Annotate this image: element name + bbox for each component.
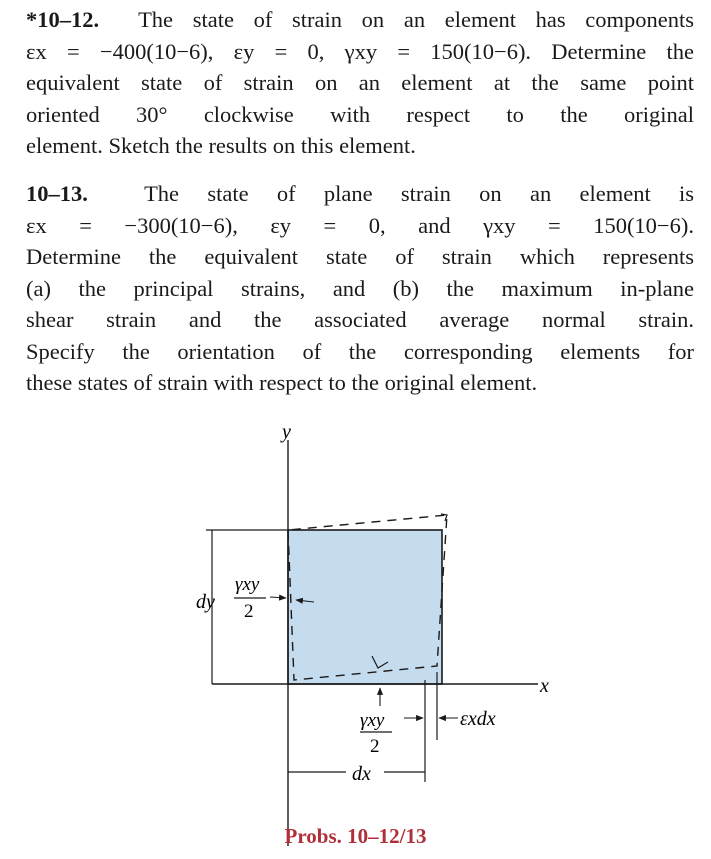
problem-10-13-number: 10–13.	[26, 181, 88, 206]
strain-element-diagram	[0, 410, 711, 854]
ex-dx-label: εxdx	[460, 708, 496, 730]
gamma-left-denominator: 2	[244, 601, 254, 622]
problem-10-13-line-4: (a) the principal strains, and (b) the maximum in-plane	[26, 275, 694, 301]
gamma-bottom-denominator: 2	[370, 736, 380, 757]
figure-caption: Probs. 10–12/13	[284, 824, 427, 848]
problem-10-12-line-3: equivalent state of strain on an element at the same point	[26, 70, 694, 95]
original-element	[288, 530, 442, 684]
problem-10-13-line-3: Determine the equivalent state of strain which represents	[26, 244, 694, 269]
problem-10-12-number: *10–12.	[26, 7, 100, 32]
y-axis-label: y	[282, 421, 291, 443]
problem-10-12-line-5: element. Sketch the results on this element.	[26, 133, 416, 158]
problem-10-13-line-2: εx = −300(10−6), εy = 0, and γxy = 150(10−6).	[26, 212, 694, 238]
strain-element-figure	[0, 410, 711, 854]
problem-10-12	[26, 4, 694, 162]
dy-label: dy	[196, 591, 215, 613]
problem-10-13	[26, 178, 694, 399]
problem-10-12-line-1: *10–12. The state of strain on an element has components	[26, 7, 695, 32]
gamma-left-arrow	[270, 597, 286, 598]
x-axis-label: x	[540, 675, 549, 697]
problem-10-13-line-5: shear strain and the associated average normal strain.	[26, 307, 694, 332]
problem-10-12-line-2: εx = −400(10−6), εy = 0, γxy = 150(10−6). Determine the	[26, 38, 694, 64]
problem-10-12-line-4: oriented 30° clockwise with respect to the original	[26, 101, 694, 127]
problem-10-13-line-7: these states of strain with respect to the original element.	[26, 370, 538, 395]
dx-label: dx	[352, 763, 371, 785]
gamma-left-numerator: γxy	[235, 574, 260, 595]
problem-10-13-line-1: 10–13. The state of plane strain on an element is	[26, 181, 695, 206]
problem-10-13-line-6: Specify the orientation of the corresponding elements for	[26, 338, 694, 364]
gamma-bottom-numerator: γxy	[360, 710, 385, 731]
